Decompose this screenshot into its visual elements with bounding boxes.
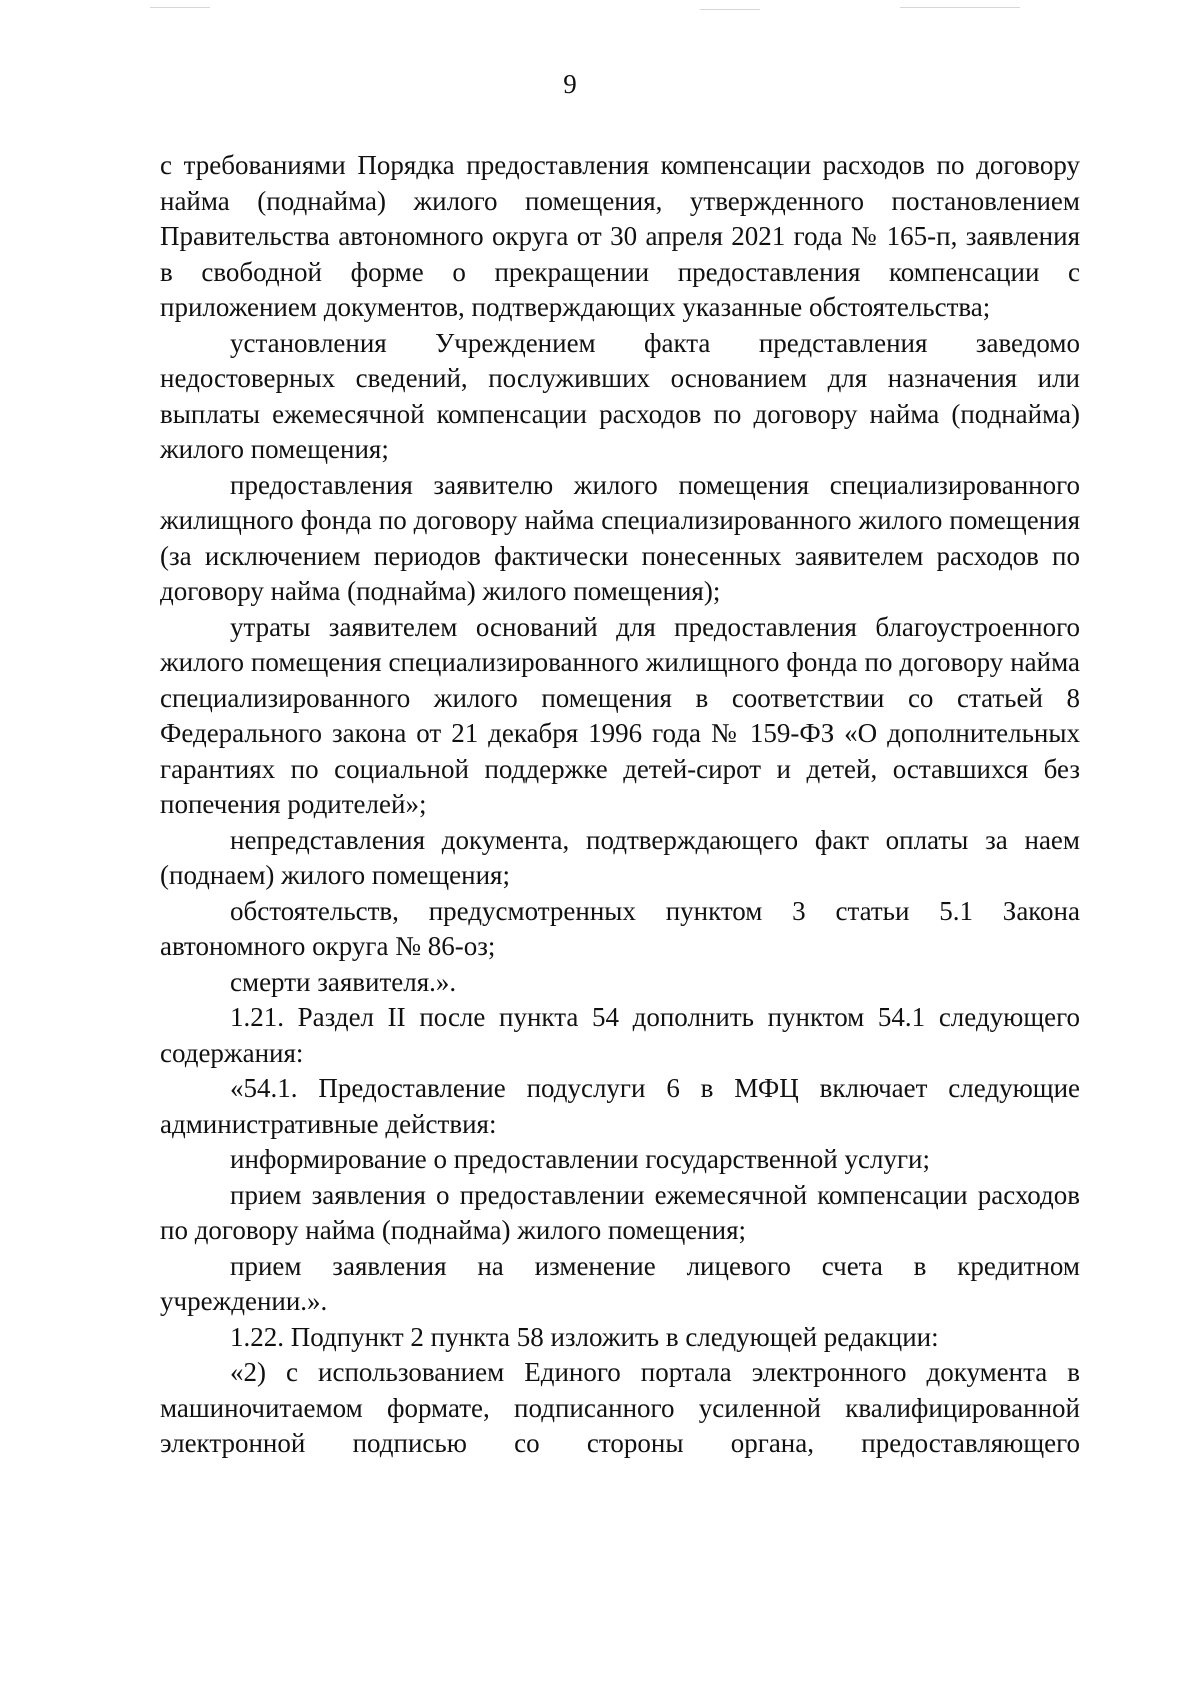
- paragraph-item-1-22: 1.22. Подпункт 2 пункта 58 изложить в следующей редакции:: [230, 1321, 939, 1352]
- paragraph-death: смерти заявителя.».: [230, 966, 457, 997]
- paragraph-application-compensation: прием заявления о предоставлении ежемесячной компенсации расходов по договору найма (поднайма) жилого помещения;: [160, 1179, 1080, 1245]
- paragraph-false-information: установления Учреждением факта представления заведомо недостоверных сведений, послуживших основанием для назначения или выплаты ежемесячной компенсации расходов по договору найма (поднайма) жилого помещения;: [160, 327, 1080, 464]
- paragraph-item-54-1: «54.1. Предоставление подуслуги 6 в МФЦ включает следующие административные действия:: [160, 1073, 1080, 1139]
- scan-artifact: [150, 7, 210, 8]
- document-body: [160, 148, 1080, 1462]
- paragraph-application-account: прием заявления на изменение лицевого счета в кредитном учреждении.».: [160, 1250, 1080, 1316]
- page-number: 9: [563, 69, 577, 99]
- paragraph-specialized-housing: предоставления заявителю жилого помещения специализированного жилищного фонда по договору найма специализированного жилого помещения (за исключением периодов фактически понесенных заявителем расходов по договору найма (поднайма) жилого помещения);: [160, 469, 1080, 606]
- paragraph-circumstances: обстоятельств, предусмотренных пунктом 3 статьи 5.1 Закона автономного округа № 86-оз;: [160, 895, 1080, 961]
- paragraph-informing: информирование о предоставлении государственной услуги;: [230, 1144, 930, 1174]
- paragraph-payment-document: непредставления документа, подтверждающего факт оплаты за наем (поднаем) жилого помещения;: [160, 824, 1080, 890]
- scan-artifact: [700, 9, 760, 10]
- paragraph-item-1-21: 1.21. Раздел II после пункта 54 дополнить пунктом 54.1 следующего содержания:: [160, 1002, 1080, 1068]
- paragraph-subitem-2: «2) с использованием Единого портала электронного документа в машиночитаемом формате, подписанного усиленной квалифицированной электронной подписью со стороны органа, предоставляющего: [160, 1357, 1080, 1458]
- paragraph-loss-of-grounds: утраты заявителем оснований для предоставления благоустроенного жилого помещения специализированного жилищного фонда по договору найма специализированного жилого помещения в соответствии со статьей 8 Федерального закона от 21 декабря 1996 года № 159-ФЗ «О дополнительных гарантиях по социальной поддержке детей-сирот и детей, оставшихся без попечения родителей»;: [160, 611, 1080, 819]
- scan-artifact: [900, 7, 1020, 8]
- paragraph-continuation: с требованиями Порядка предоставления компенсации расходов по договору найма (поднайма) жилого помещения, утвержденного постановлением Правительства автономного округа от 30 апреля 2021 года № 165-п, заявления в свободной форме о прекращении предоставления компенсации с приложением документов, подтверждающих указанные обстоятельства;: [160, 150, 1080, 322]
